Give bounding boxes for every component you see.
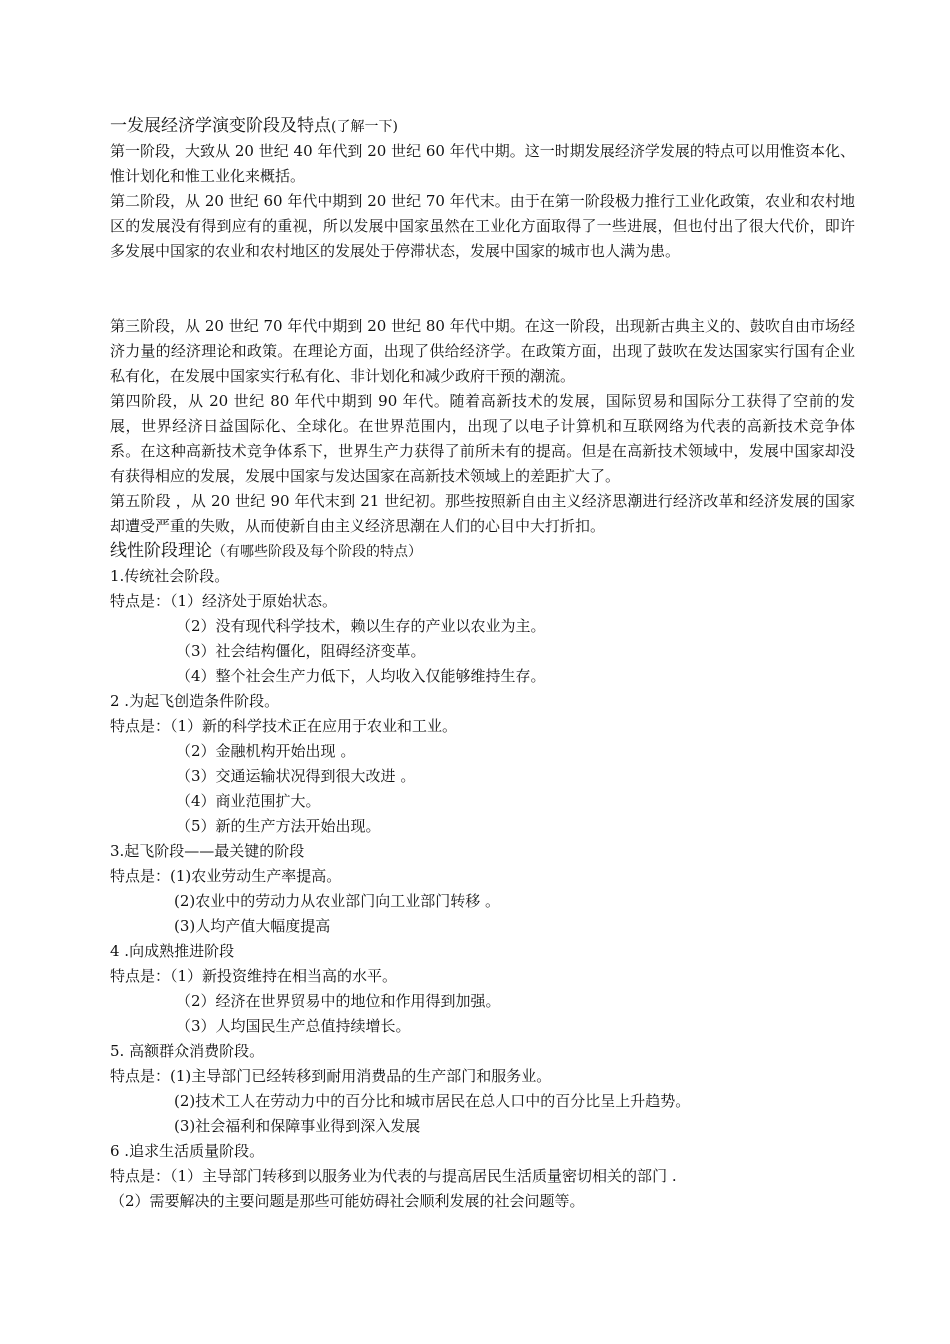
stage-heading: 3.起飞阶段——最关键的阶段 [110, 842, 305, 860]
feature-item: （1）新的科学技术正在应用于农业和工业。 [170, 717, 458, 735]
feature-item: （3）人均国民生产总值持续增长。 [176, 1017, 411, 1035]
stage-paragraph: 第四阶段，从 20 世纪 80 年代中期到 90 年代。随着高新技术的发展，国际贸易和国际分工获得了空前的发展，世界经济日益国际化、全球化。在世界范围内，出现了以电子计算机和互联网络为代表的高新技术竞争体系。在这种高新技术竞争体系下，世界生产力获得了前所未有的提高。但是在高新技术领域中，发展中国家却没有获得相应的发展，发展中国家与发达国家在高新技术领域上的差距扩大了。 [110, 392, 855, 485]
feature-item: （3）交通运输状况得到很大改进 。 [176, 767, 416, 785]
stage-heading: 2 .为起飞创造条件阶段。 [110, 692, 280, 710]
section2-title-note: （有哪些阶段及每个阶段的特点） [212, 544, 422, 560]
feature-item: (1)主导部门已经转移到耐用消费品的生产部门和服务业。 [170, 1067, 552, 1085]
feature-label: 特点是： [110, 1067, 171, 1085]
feature-item: （1）经济处于原始状态。 [170, 592, 338, 610]
stage-paragraph: 第一阶段，大致从 20 世纪 40 年代到 20 世纪 60 年代中期。这一时期发展经济学发展的特点可以用惟资本化、惟计划化和惟工业化来概括。 [110, 142, 855, 185]
feature-item: （2）金融机构开始出现 。 [176, 742, 356, 760]
stage-paragraph: 第五阶段 ，从 20 世纪 90 年代末到 21 世纪初。那些按照新自由主义经济思潮进行经济改革和经济发展的国家却遭受严重的失败，从而使新自由主义经济思潮在人们的心目中大打折扣。 [110, 492, 855, 535]
document-page [110, 114, 855, 1214]
stage-heading: 6 .追求生活质量阶段。 [110, 1142, 265, 1160]
feature-item: （2）需要解决的主要问题是那些可能妨碍社会顺利发展的社会问题等。 [110, 1192, 585, 1210]
feature-item: （2）没有现代科学技术，赖以生存的产业以农业为主。 [176, 617, 546, 635]
section1-title: 一发展经济学演变阶段及特点 [110, 116, 331, 136]
feature-label: 特点是： [110, 1167, 171, 1185]
feature-line [110, 864, 855, 889]
feature-item: (1)农业劳动生产率提高。 [170, 867, 342, 885]
feature-item: （4）商业范围扩大。 [176, 792, 321, 810]
section2-heading [110, 539, 855, 564]
feature-label: 特点是： [110, 717, 171, 735]
feature-item: (3)社会福利和保障事业得到深入发展 [174, 1117, 421, 1135]
feature-line [110, 714, 855, 739]
feature-item: （2）经济在世界贸易中的地位和作用得到加强。 [176, 992, 501, 1010]
feature-label: 特点是： [110, 967, 171, 985]
section1-title-note: (了解一下) [331, 119, 398, 135]
section1-heading [110, 114, 855, 139]
feature-item: (2)农业中的劳动力从农业部门向工业部门转移 。 [174, 892, 501, 910]
stage-heading: 5. 高额群众消费阶段。 [110, 1042, 265, 1060]
section2-title: 线性阶段理论 [110, 541, 212, 561]
feature-label: 特点是： [110, 867, 171, 885]
feature-label: 特点是： [110, 592, 171, 610]
feature-item: （1）主导部门转移到以服务业为代表的与提高居民生活质量密切相关的部门 . [170, 1167, 677, 1185]
feature-line [110, 589, 855, 614]
feature-item: （4）整个社会生产力低下，人均收入仅能够维持生存。 [176, 667, 546, 685]
feature-item: （5）新的生产方法开始出现。 [176, 817, 381, 835]
stage-paragraph: 第二阶段，从 20 世纪 60 年代中期到 20 世纪 70 年代末。由于在第一阶段极力推行工业化政策，农业和农村地区的发展没有得到应有的重视，所以发展中国家虽然在工业化方面取得了一些进展，但也付出了很大代价，即许多发展中国家的农业和农村地区的发展处于停滞状态，发展中国家的城市也人满为患。 [110, 192, 855, 260]
stage-heading: 4 .向成熟推进阶段 [110, 942, 235, 960]
stage-heading: 1.传统社会阶段。 [110, 567, 230, 585]
feature-item: (3)人均产值大幅度提高 [174, 917, 331, 935]
feature-line [110, 1064, 855, 1089]
feature-item: （3）社会结构僵化，阻碍经济变革。 [176, 642, 426, 660]
stage-paragraph: 第三阶段，从 20 世纪 70 年代中期到 20 世纪 80 年代中期。在这一阶段，出现新古典主义的、鼓吹自由市场经济力量的经济理论和政策。在理论方面，出现了供给经济学。在政策方面，出现了鼓吹在发达国家实行国有企业私有化，在发展中国家实行私有化、非计划化和减少政府干预的潮流。 [110, 317, 855, 385]
feature-line [110, 964, 855, 989]
feature-item: (2)技术工人在劳动力中的百分比和城市居民在总人口中的百分比呈上升趋势。 [174, 1092, 691, 1110]
feature-item: （1）新投资维持在相当高的水平。 [170, 967, 398, 985]
feature-line [110, 1164, 855, 1189]
